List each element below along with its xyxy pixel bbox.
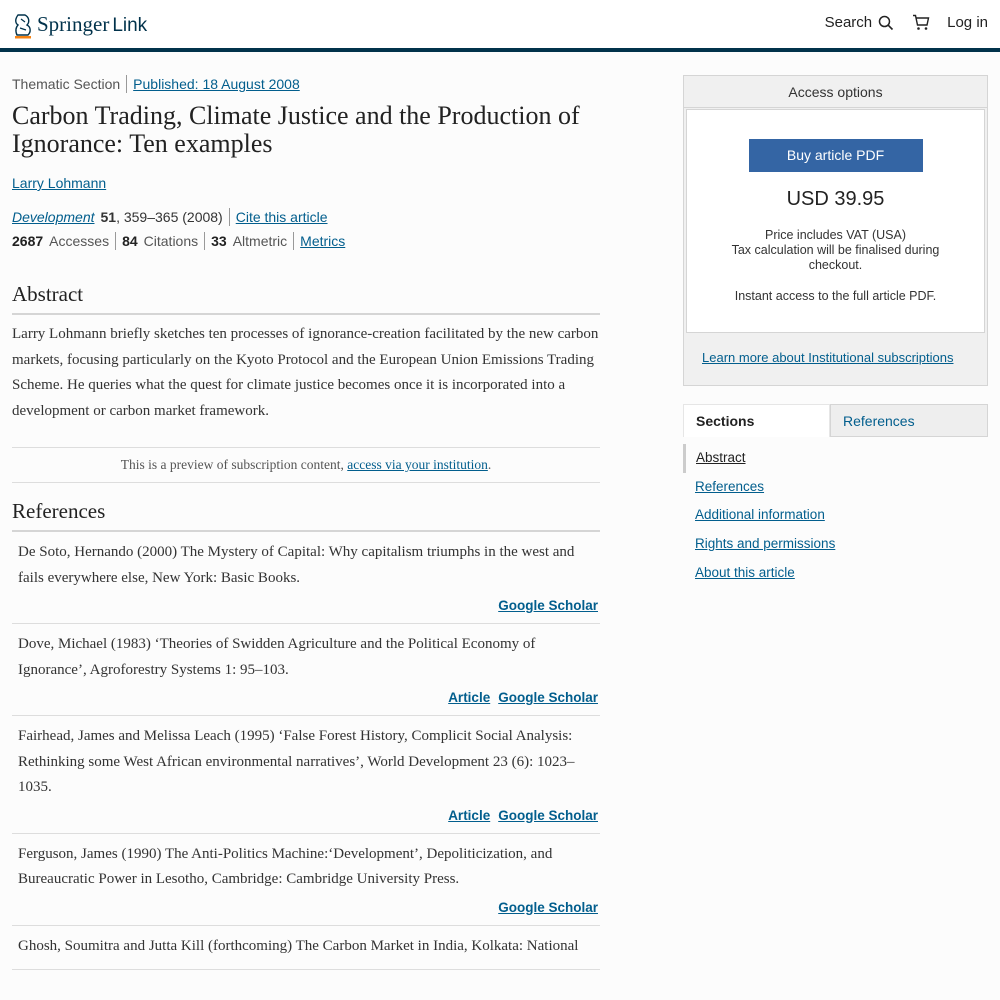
section-link-additional-information[interactable]: Additional information <box>695 507 825 523</box>
reference-item <box>12 834 600 926</box>
accesses-count: 2687 <box>12 233 44 249</box>
reference-text: Fairhead, James and Melissa Leach (1995) ‘False Forest History, Complicit Social Analysis: Rethinking some West African environmental narratives’, World Development 23 (6): 1023–1035. <box>18 728 575 795</box>
search-icon <box>878 15 894 31</box>
preview-end: . <box>487 457 492 472</box>
header-nav <box>825 14 988 31</box>
instant-access-text: Instant access to the full article PDF. <box>734 289 937 303</box>
journal-link[interactable]: Development <box>12 209 95 225</box>
article-metrics <box>12 232 600 250</box>
cite-article-link[interactable]: Cite this article <box>235 209 328 225</box>
site-header <box>0 0 1000 52</box>
citations-count: 84 <box>122 233 138 249</box>
divider <box>126 75 127 93</box>
published-date-link[interactable]: Published: 18 August 2008 <box>133 76 300 92</box>
vat-line-2: Tax calculation will be finalised during checkout. <box>731 243 940 272</box>
reference-links <box>18 900 598 915</box>
institutional-subscriptions-link[interactable]: Learn more about Institutional subscriptions <box>702 350 954 365</box>
reference-item <box>12 926 600 971</box>
abstract-heading: Abstract <box>12 282 600 315</box>
access-options-heading: Access options <box>684 76 987 108</box>
springer-horse-icon <box>12 13 34 39</box>
reference-links <box>18 808 598 823</box>
altmetric-count: 33 <box>211 233 227 249</box>
login-link[interactable]: Log in <box>947 14 988 31</box>
cart-icon <box>912 14 930 31</box>
google-scholar-link[interactable]: Google Scholar <box>498 690 598 705</box>
section-nav-item <box>683 444 988 473</box>
sidebar <box>683 75 988 587</box>
section-link-about-article[interactable]: About this article <box>695 564 795 580</box>
reference-article-link[interactable]: Article <box>448 807 491 823</box>
vat-line-1: Price includes VAT (USA) <box>764 228 906 242</box>
reference-article-link[interactable]: Article <box>448 690 491 705</box>
section-link-abstract[interactable]: Abstract <box>696 450 746 465</box>
author-link[interactable]: Larry Lohmann <box>12 175 107 191</box>
tab-references[interactable]: References <box>830 404 988 437</box>
journal-info <box>12 208 600 226</box>
cart-button[interactable] <box>912 14 930 31</box>
metrics-link[interactable]: Metrics <box>300 233 346 249</box>
sidebar-tabs <box>683 404 988 437</box>
search-button[interactable] <box>825 14 895 31</box>
abstract-text: Larry Lohmann briefly sketches ten processes of ignorance-creation facilitated by the new carbon markets, focusing particularly on the Kyoto Protocol and the European Union Emissions Trading Scheme. He queries what the quest for climate justice becomes once it is incorporated into a development or carbon market framework. <box>12 326 599 419</box>
reference-list <box>12 532 600 970</box>
section-nav-item <box>683 473 988 502</box>
journal-pages-year: , 359–365 (2008) <box>116 209 223 225</box>
divider <box>115 232 116 250</box>
divider <box>204 232 205 250</box>
reference-text: De Soto, Hernando (2000) The Mystery of Capital: Why capitalism triumphs in the west and fails everywhere else, New York: Basic Books. <box>18 544 575 586</box>
springer-link-logo[interactable] <box>12 11 147 39</box>
google-scholar-link[interactable]: Google Scholar <box>498 899 598 915</box>
section-nav-item <box>683 559 988 588</box>
article-main <box>12 75 600 970</box>
section-link-references[interactable]: References <box>695 478 765 494</box>
logo-springer-text: Springer <box>37 12 110 36</box>
logo-link-text: Link <box>112 15 148 36</box>
institution-access-link[interactable]: access via your institution <box>347 457 488 472</box>
reference-item <box>12 532 600 624</box>
divider <box>229 208 230 226</box>
sections-nav <box>683 444 988 587</box>
preview-text: This is a preview of subscription content, <box>120 457 348 472</box>
reference-text: Dove, Michael (1983) ‘Theories of Swidden Agriculture and the Political Economy of Ignorance’, Agroforestry Systems 1: 95–103. <box>18 636 536 678</box>
citations-label: Citations <box>143 233 199 249</box>
purchase-panel <box>686 109 985 333</box>
subscription-preview-notice <box>12 447 600 483</box>
article-price: USD 39.95 <box>786 188 885 210</box>
google-scholar-link[interactable]: Google Scholar <box>498 598 598 613</box>
access-options-box <box>683 75 988 386</box>
reference-item <box>12 624 600 716</box>
reference-item <box>12 716 600 834</box>
buy-article-pdf-button[interactable]: Buy article PDF <box>749 139 923 172</box>
google-scholar-link[interactable]: Google Scholar <box>498 807 598 823</box>
divider <box>293 232 294 250</box>
vat-info <box>687 228 984 273</box>
references-heading: References <box>12 499 600 532</box>
article-meta <box>12 75 600 93</box>
accesses-label: Accesses <box>49 233 110 249</box>
article-type: Thematic Section <box>12 76 121 92</box>
reference-links <box>18 690 598 705</box>
altmetric-label: Altmetric <box>232 233 288 249</box>
section-nav-item <box>683 501 988 530</box>
journal-volume: 51 <box>100 209 117 225</box>
institutional-subscriptions-row <box>684 333 987 385</box>
section-nav-item <box>683 530 988 559</box>
reference-text: Ghosh, Soumitra and Jutta Kill (forthcoming) The Carbon Market in India, Kolkata: National <box>18 937 579 954</box>
section-link-rights-permissions[interactable]: Rights and permissions <box>695 536 836 552</box>
reference-links <box>18 598 598 613</box>
tab-sections[interactable]: Sections <box>683 404 830 437</box>
search-label: Search <box>824 14 873 31</box>
article-title: Carbon Trading, Climate Justice and the Production of Ignorance: Ten examples <box>12 101 580 158</box>
reference-text: Ferguson, James (1990) The Anti-Politics Machine:‘Development’, Depoliticization, and Bureaucratic Power in Lesotho, Cambridge: Cambridge University Press. <box>18 845 553 887</box>
